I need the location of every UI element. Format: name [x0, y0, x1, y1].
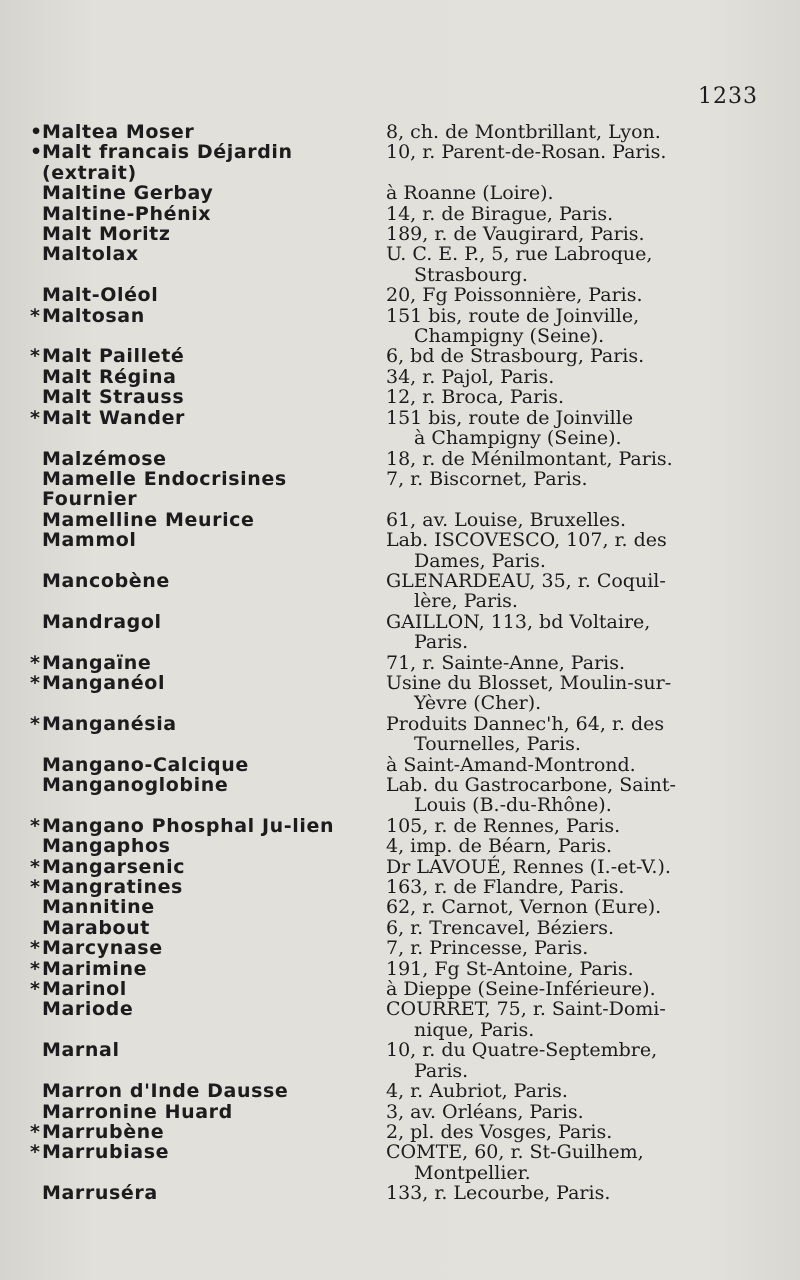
- product-name: [30, 346, 360, 366]
- address-line: Paris.: [414, 631, 469, 654]
- address-line: à Dieppe (Seine-Inférieure).: [386, 978, 656, 1001]
- address: [360, 1183, 766, 1203]
- product-name: [30, 857, 360, 877]
- page-number: 1233: [698, 84, 758, 109]
- list-item: [30, 918, 766, 938]
- product-name: [30, 673, 360, 693]
- product-name-text: Malt Strauss: [42, 386, 185, 409]
- product-name-text: Malt Wander: [42, 406, 186, 429]
- product-name: [30, 510, 360, 530]
- entry-marker: *: [30, 978, 41, 1001]
- address: [360, 387, 766, 407]
- address-line: 18, r. de Ménilmontant, Paris.: [386, 447, 673, 470]
- address-line: U. C. E. P., 5, rue Labroque,: [386, 243, 653, 266]
- list-item: [30, 367, 766, 387]
- product-name-text: Mandragol: [42, 610, 162, 633]
- address: [360, 979, 766, 999]
- address-line: Louis (B.-du-Rhône).: [414, 794, 612, 817]
- list-item: [30, 877, 766, 897]
- address-line: GLENARDEAU, 35, r. Coquil-: [386, 569, 666, 592]
- product-name: [30, 530, 360, 550]
- product-name-text: Mamelle Endocrisines Fournier: [42, 467, 287, 511]
- address: [360, 938, 766, 958]
- list-item: [30, 346, 766, 366]
- address: [360, 142, 766, 162]
- product-name: [30, 653, 360, 673]
- product-name-text: Marimine: [42, 957, 148, 980]
- address-line: 4, imp. de Béarn, Paris.: [386, 835, 613, 858]
- list-item: [30, 142, 766, 183]
- list-item: [30, 938, 766, 958]
- list-item: [30, 612, 766, 653]
- list-item: [30, 1081, 766, 1101]
- address-line: 3, av. Orléans, Paris.: [386, 1100, 584, 1123]
- address: [360, 877, 766, 897]
- list-item: [30, 449, 766, 469]
- entry-marker: *: [30, 957, 41, 980]
- address-line: 7, r. Princesse, Paris.: [386, 937, 589, 960]
- product-name: [30, 408, 360, 428]
- product-name: [30, 183, 360, 203]
- address-line: 12, r. Broca, Paris.: [386, 386, 565, 409]
- product-name-text: Manganésia: [42, 712, 177, 735]
- product-name-text: Marron d'Inde Dausse: [42, 1080, 289, 1103]
- list-item: [30, 183, 766, 203]
- address: [360, 367, 766, 387]
- address-line: 34, r. Pajol, Paris.: [386, 365, 555, 388]
- address-line: 6, r. Trencavel, Béziers.: [386, 916, 614, 939]
- address-line: 163, r. de Flandre, Paris.: [386, 876, 625, 899]
- product-name: [30, 204, 360, 224]
- product-name: [30, 918, 360, 938]
- product-name: [30, 122, 360, 142]
- product-name: [30, 285, 360, 305]
- product-name-text: Marrubiase: [42, 1141, 170, 1164]
- product-name: [30, 755, 360, 775]
- address: [360, 571, 766, 612]
- product-name: [30, 387, 360, 407]
- address: [360, 408, 766, 449]
- address: [360, 999, 766, 1040]
- product-name-text: Marcynase: [42, 937, 163, 960]
- product-name: [30, 612, 360, 632]
- product-name-text: Mangarsenic: [42, 855, 186, 878]
- list-item: [30, 224, 766, 244]
- address-line: Paris.: [414, 1059, 469, 1082]
- address: [360, 1102, 766, 1122]
- address-line: 71, r. Sainte-Anne, Paris.: [386, 651, 626, 674]
- list-item: [30, 755, 766, 775]
- product-name-text: Maltea Moser: [42, 121, 195, 143]
- product-name-text: Mangratines: [42, 876, 183, 899]
- product-name: [30, 938, 360, 958]
- list-item: [30, 979, 766, 999]
- address-line: 61, av. Louise, Bruxelles.: [386, 508, 627, 531]
- address-line: COURRET, 75, r. Saint-Domi-: [386, 998, 666, 1021]
- list-item: [30, 408, 766, 449]
- address-line: Yèvre (Cher).: [414, 692, 542, 715]
- list-item: [30, 244, 766, 285]
- product-name: [30, 959, 360, 979]
- product-name: [30, 775, 360, 795]
- address: [360, 857, 766, 877]
- address: [360, 306, 766, 347]
- product-name: [30, 449, 360, 469]
- address-line: 191, Fg St-Antoine, Paris.: [386, 957, 634, 980]
- product-name: [30, 571, 360, 591]
- product-name: [30, 877, 360, 897]
- product-name-text: Malt-Oléol: [42, 284, 159, 307]
- entry-list: [30, 122, 766, 1204]
- list-item: [30, 530, 766, 571]
- address-line: Strasbourg.: [414, 263, 528, 286]
- entry-marker: *: [30, 1141, 41, 1164]
- address-line: Montpellier.: [414, 1161, 531, 1184]
- list-item: [30, 775, 766, 816]
- product-name: [30, 1081, 360, 1101]
- address: [360, 775, 766, 816]
- product-name: [30, 836, 360, 856]
- product-name: [30, 816, 360, 836]
- address-line: à Roanne (Loire).: [386, 182, 554, 205]
- product-name-text: Mariode: [42, 998, 134, 1021]
- address-line: 151 bis, route de Joinville: [386, 406, 634, 429]
- address-line: 14, r. de Birague, Paris.: [386, 202, 614, 225]
- product-name: [30, 367, 360, 387]
- list-item: [30, 387, 766, 407]
- product-name-text: Malt francais Déjardin (extrait): [42, 141, 293, 184]
- address-line: 105, r. de Rennes, Paris.: [386, 814, 621, 837]
- product-name: [30, 306, 360, 326]
- entry-marker: *: [30, 304, 41, 327]
- address: [360, 122, 766, 142]
- address-line: 8, ch. de Montbrillant, Lyon.: [386, 121, 661, 143]
- address: [360, 183, 766, 203]
- list-item: [30, 469, 766, 510]
- address-line: à Saint-Amand-Montrond.: [386, 753, 636, 776]
- product-name-text: Malt Régina: [42, 365, 177, 388]
- product-name-text: Mangaphos: [42, 835, 171, 858]
- address-line: 10, r. Parent-de-Rosan. Paris.: [386, 141, 667, 164]
- list-item: [30, 857, 766, 877]
- address: [360, 510, 766, 530]
- address-line: à Champigny (Seine).: [414, 427, 622, 450]
- product-name: [30, 1122, 360, 1142]
- product-name-text: Marinol: [42, 978, 127, 1001]
- address-line: GAILLON, 113, bd Voltaire,: [386, 610, 651, 633]
- address: [360, 244, 766, 285]
- address: [360, 714, 766, 755]
- product-name: [30, 1183, 360, 1203]
- entry-marker: *: [30, 814, 41, 837]
- address: [360, 673, 766, 714]
- list-item: [30, 1183, 766, 1203]
- product-name-text: Malt Pailleté: [42, 345, 185, 368]
- entry-marker: *: [30, 671, 41, 694]
- address-line: 7, r. Biscornet, Paris.: [386, 467, 588, 490]
- entry-marker: *: [30, 855, 41, 878]
- product-name: [30, 469, 360, 510]
- product-name-text: Manganoglobine: [42, 774, 229, 796]
- address: [360, 1122, 766, 1142]
- product-name-text: Maltolax: [42, 243, 139, 266]
- entry-marker: *: [30, 712, 41, 735]
- list-item: [30, 1040, 766, 1081]
- product-name: [30, 979, 360, 999]
- list-item: [30, 999, 766, 1040]
- product-name-text: Malzémose: [42, 447, 167, 470]
- list-item: [30, 122, 766, 142]
- address: [360, 612, 766, 653]
- address-line: Usine du Blosset, Moulin-sur-: [386, 671, 672, 694]
- address-line: 4, r. Aubriot, Paris.: [386, 1080, 568, 1103]
- address: [360, 959, 766, 979]
- address: [360, 897, 766, 917]
- product-name: [30, 1102, 360, 1122]
- product-name-text: Mangano Phosphal Ju-lien: [42, 814, 335, 837]
- address-line: Lab. du Gastrocarbone, Saint-: [386, 774, 676, 796]
- product-name-text: Marruséra: [42, 1182, 158, 1205]
- list-item: [30, 836, 766, 856]
- product-name-text: Mangaïne: [42, 651, 152, 674]
- entry-marker: *: [30, 651, 41, 674]
- address: [360, 1040, 766, 1081]
- list-item: [30, 1102, 766, 1122]
- product-name-text: Marnal: [42, 1039, 120, 1062]
- product-name: [30, 142, 360, 183]
- list-item: [30, 714, 766, 755]
- list-item: [30, 673, 766, 714]
- address-line: Dr LAVOUÉ, Rennes (I.-et-V.).: [386, 855, 671, 878]
- product-name-text: Maltine Gerbay: [42, 182, 214, 205]
- product-name: [30, 897, 360, 917]
- entry-marker: *: [30, 406, 41, 429]
- product-name-text: Malt Moritz: [42, 223, 171, 246]
- entry-marker: *: [30, 1120, 41, 1143]
- product-name: [30, 999, 360, 1019]
- address-line: 189, r. de Vaugirard, Paris.: [386, 223, 645, 246]
- product-name-text: Marabout: [42, 916, 150, 939]
- list-item: [30, 1122, 766, 1142]
- address: [360, 755, 766, 775]
- address-line: 62, r. Carnot, Vernon (Eure).: [386, 896, 662, 919]
- product-name-text: Manganéol: [42, 671, 166, 694]
- product-name-text: Mamelline Meurice: [42, 508, 255, 531]
- product-name: [30, 244, 360, 264]
- address-line: 133, r. Lecourbe, Paris.: [386, 1182, 611, 1205]
- address: [360, 1142, 766, 1183]
- address-line: Champigny (Seine).: [414, 325, 605, 348]
- entry-marker: *: [30, 876, 41, 899]
- product-name-text: Mammol: [42, 529, 137, 552]
- list-item: [30, 306, 766, 347]
- address-line: COMTE, 60, r. St-Guilhem,: [386, 1141, 644, 1164]
- address-line: Dames, Paris.: [414, 549, 546, 572]
- address-line: Tournelles, Paris.: [414, 733, 581, 756]
- product-name-text: Marrubène: [42, 1120, 165, 1143]
- list-item: [30, 571, 766, 612]
- product-name: [30, 1142, 360, 1162]
- address-line: 6, bd de Strasbourg, Paris.: [386, 345, 645, 368]
- list-item: [30, 816, 766, 836]
- address: [360, 285, 766, 305]
- address-line: 10, r. du Quatre-Septembre,: [386, 1039, 658, 1062]
- address: [360, 204, 766, 224]
- address: [360, 346, 766, 366]
- address: [360, 530, 766, 571]
- address: [360, 469, 766, 489]
- list-item: [30, 653, 766, 673]
- address-line: Lab. ISCOVESCO, 107, r. des: [386, 529, 667, 552]
- list-item: [30, 1142, 766, 1183]
- entry-marker: •: [30, 121, 43, 143]
- address: [360, 449, 766, 469]
- product-name: [30, 224, 360, 244]
- product-name-text: Mancobène: [42, 569, 170, 592]
- address-line: 151 bis, route de Joinville,: [386, 304, 640, 327]
- address: [360, 653, 766, 673]
- address-line: 20, Fg Poissonnière, Paris.: [386, 284, 643, 307]
- address: [360, 1081, 766, 1101]
- entry-marker: •: [30, 141, 43, 164]
- product-name-text: Maltine-Phénix: [42, 202, 212, 225]
- entry-marker: *: [30, 937, 41, 960]
- address-line: 2, pl. des Vosges, Paris.: [386, 1120, 613, 1143]
- product-name-text: Mangano-Calcique: [42, 753, 249, 776]
- address: [360, 918, 766, 938]
- product-name-text: Maltosan: [42, 304, 145, 327]
- address: [360, 224, 766, 244]
- list-item: [30, 204, 766, 224]
- list-item: [30, 959, 766, 979]
- address: [360, 816, 766, 836]
- product-name: [30, 1040, 360, 1060]
- address: [360, 836, 766, 856]
- product-name-text: Marronine Huard: [42, 1100, 233, 1123]
- address-line: lère, Paris.: [414, 590, 518, 613]
- list-item: [30, 897, 766, 917]
- product-name: [30, 714, 360, 734]
- product-name-text: Mannitine: [42, 896, 155, 919]
- address-line: Produits Dannec'h, 64, r. des: [386, 712, 665, 735]
- list-item: [30, 510, 766, 530]
- address-line: nique, Paris.: [414, 1018, 535, 1041]
- list-item: [30, 285, 766, 305]
- entry-marker: *: [30, 345, 41, 368]
